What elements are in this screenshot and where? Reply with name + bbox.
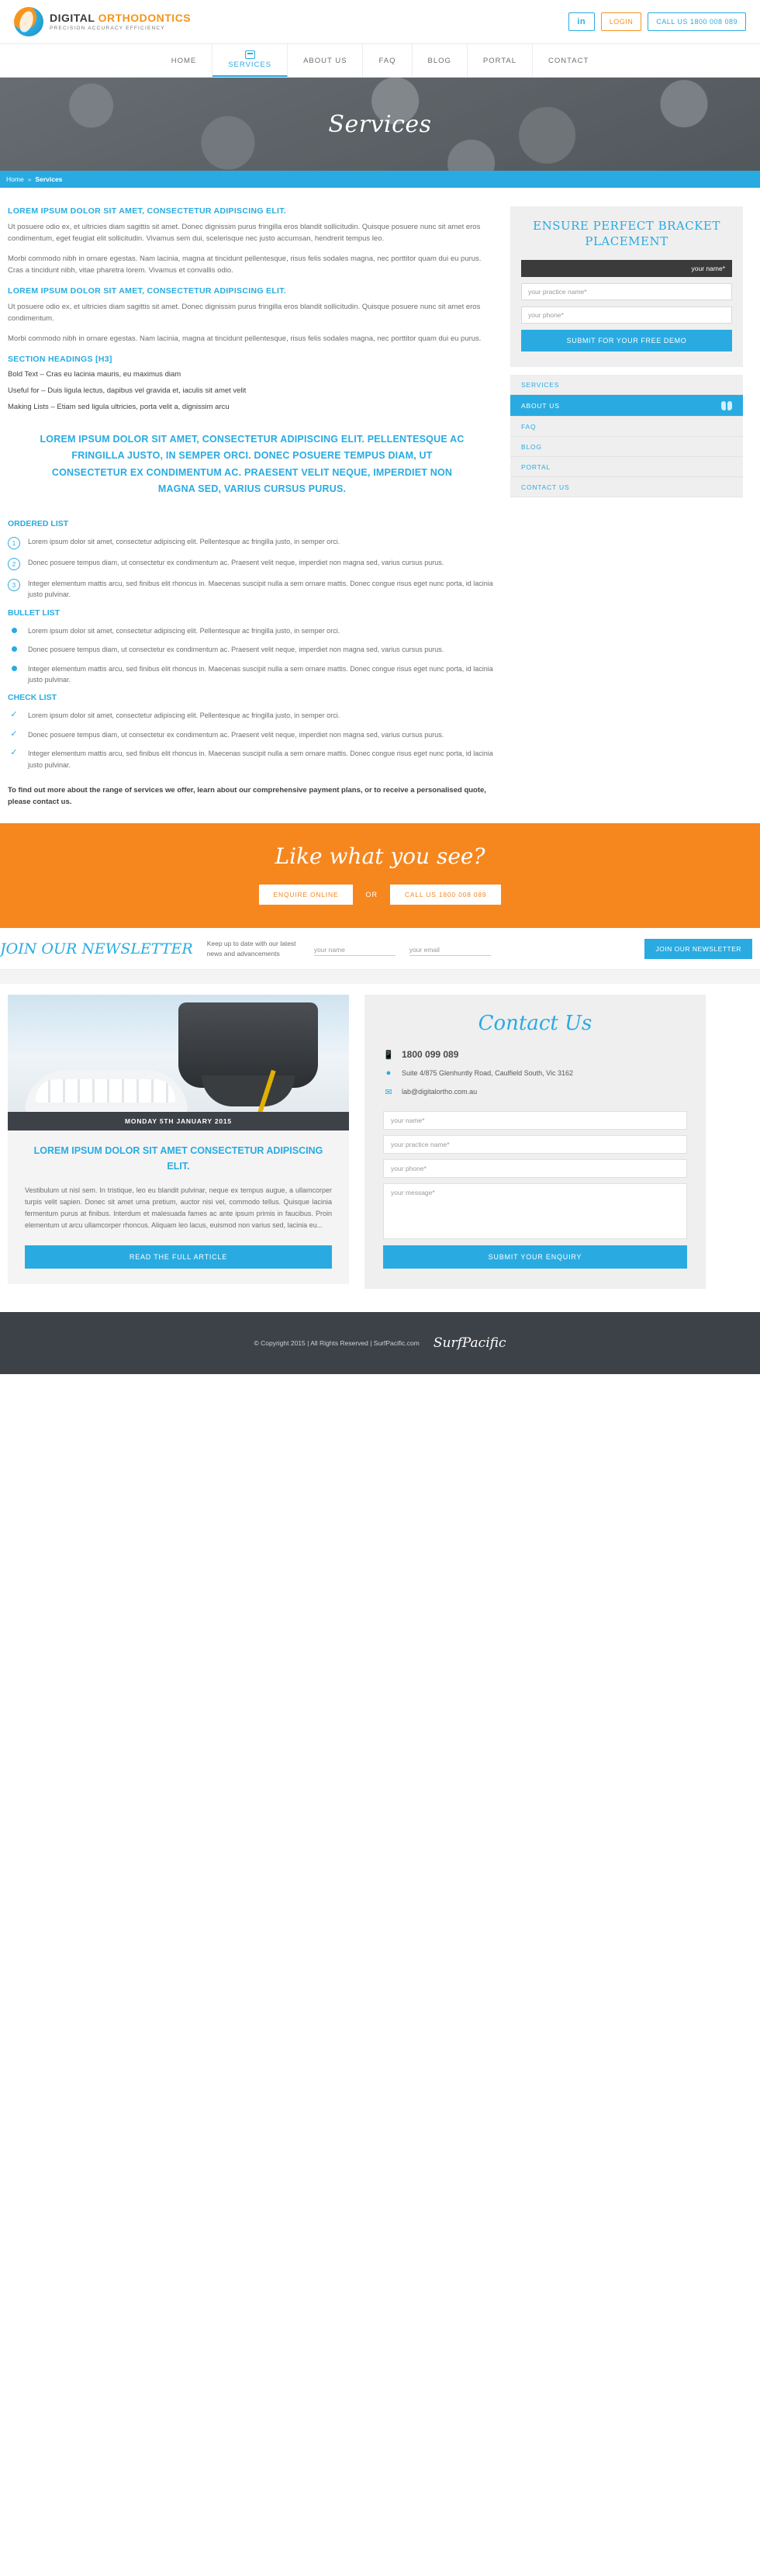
contact-phone-input[interactable]: your phone* bbox=[383, 1159, 687, 1178]
check-list bbox=[8, 710, 496, 770]
contact-email-row[interactable] bbox=[383, 1086, 687, 1097]
top-bar bbox=[0, 0, 760, 43]
list-item bbox=[8, 729, 496, 740]
ordered-list-title: ORDERED LIST bbox=[8, 519, 69, 529]
sidebar bbox=[510, 206, 743, 497]
number-marker-icon: 2 bbox=[8, 558, 20, 570]
newsletter-name-input[interactable]: your name bbox=[314, 942, 396, 956]
article-excerpt: Vestibulum ut nisl sem. In tristique, leo eu blandit pulvinar, neque ex tempus augue, a ullamcorper turpis velit sapien. Donec sit amet urna pretium, auctor nisi vel, commodo tellus. Quisque lacinia fermentum purus at finibus. Interdum et malesuada fames ac ante ipsum primis in faucibus. Proin elementum ut arcu ullamcorper rhoncus. Aliquam leo lacus, euismod non varius sed, lacinia eu... bbox=[25, 1186, 332, 1229]
content-area bbox=[0, 188, 760, 823]
contact-email-value: lab@digitalortho.com.au bbox=[402, 1088, 478, 1096]
bullet-icon bbox=[8, 666, 20, 671]
call-us-button[interactable]: CALL US 1800 008 089 bbox=[648, 12, 746, 31]
read-article-button[interactable]: READ THE FULL ARTICLE bbox=[25, 1245, 332, 1269]
linkedin-button[interactable]: in bbox=[568, 12, 595, 31]
paragraph-3: Ut posuere odio ex, et ultricies diam sagittis sit amet. Donec dignissim purus fringilla eros blandit sollicitudin. Quisque posuere nunc sit amet eros condimentum. bbox=[8, 302, 481, 323]
top-actions bbox=[568, 12, 746, 31]
sidebar-item-about-us-label: ABOUT US bbox=[521, 401, 560, 410]
list-item bbox=[8, 536, 496, 549]
footer-brand-logo[interactable]: SurfPacific bbox=[433, 1335, 506, 1352]
breadcrumb bbox=[0, 171, 760, 188]
nav-item-blog[interactable]: BLOG bbox=[413, 44, 468, 77]
cta-or-label: OR bbox=[365, 891, 378, 899]
site-logo[interactable] bbox=[14, 7, 191, 36]
list-item bbox=[8, 578, 496, 601]
contact-submit-button[interactable]: SUBMIT YOUR ENQUIRY bbox=[383, 1245, 687, 1269]
location-pin-icon: ● bbox=[385, 1068, 392, 1079]
demo-request-form bbox=[510, 206, 743, 367]
section-heading-3: SECTION HEADINGS [H3] bbox=[8, 355, 112, 365]
list-item bbox=[8, 748, 496, 770]
sidebar-menu bbox=[510, 375, 743, 497]
contact-card bbox=[364, 995, 706, 1289]
bullet-icon bbox=[8, 628, 20, 633]
list-item-text: Donec posuere tempus diam, ut consectetur ex condimentum ac. Praesent velit neque, imperdiet non magna sed, varius cursus purus. bbox=[28, 646, 444, 654]
scanner-illustration bbox=[178, 1002, 318, 1088]
breadcrumb-current: Services bbox=[35, 175, 63, 183]
bullet-list-title: BULLET LIST bbox=[8, 608, 60, 618]
list-item-text: Lorem ipsum dolor sit amet, consectetur adipiscing elit. Pellentesque ac fringilla justo, in semper orci. bbox=[28, 712, 340, 720]
sidebar-item-faq[interactable]: FAQ bbox=[510, 417, 743, 437]
logo-word-orthodontics: ORTHODONTICS bbox=[98, 11, 192, 24]
nav-item-portal[interactable]: PORTAL bbox=[468, 44, 533, 77]
logo-line-1 bbox=[50, 12, 191, 24]
article-image bbox=[8, 995, 349, 1130]
nav-item-contact[interactable]: CONTACT bbox=[548, 56, 589, 65]
sidebar-item-about-us[interactable] bbox=[510, 395, 743, 417]
cta-title: Like what you see? bbox=[275, 843, 485, 870]
bullet-icon bbox=[8, 646, 20, 652]
article-title: LOREM IPSUM DOLOR SIT AMET CONSECTETUR ADIPISCING ELIT. bbox=[33, 1145, 323, 1172]
tooth-icon bbox=[721, 401, 732, 410]
section-heading-2: LOREM IPSUM DOLOR SIT AMET, CONSECTETUR ADIPISCING ELIT. bbox=[8, 286, 287, 296]
list-item-text: Integer elementum mattis arcu, sed finibus elit rhoncus in. Maecenas suscipit nulla a sem ornare mattis. Donec congue risus eget nunc porta, id lacinia justo pulvinar. bbox=[28, 664, 493, 684]
cta-call-us-button[interactable]: CALL US 1800 008 089 bbox=[390, 885, 501, 905]
ordered-list bbox=[8, 536, 496, 601]
contact-phone-row[interactable] bbox=[383, 1049, 687, 1060]
list-item-text: Donec posuere tempus diam, ut consectetur ex condimentum ac. Praesent velit neque, imperdiet non magna sed, varius cursus purus. bbox=[28, 730, 444, 739]
check-list-title: CHECK LIST bbox=[8, 693, 57, 703]
nav-item-faq[interactable]: FAQ bbox=[363, 44, 412, 77]
article-date: MONDAY 5TH JANUARY 2015 bbox=[8, 1112, 349, 1130]
nav-item-services-label: SERVICES bbox=[228, 61, 272, 69]
number-marker-icon: 1 bbox=[8, 537, 20, 549]
sidebar-item-contact-us[interactable]: CONTACT US bbox=[510, 477, 743, 497]
check-icon: ✓ bbox=[10, 710, 18, 720]
paragraph-1: Ut posuere odio ex, et ultricies diam sagittis sit amet. Donec dignissim purus fringilla eros blandit sollicitudin. Quisque posuere nunc sit amet eros condimentum, eget feugiat elit sollicitudin. Vivamus sem dui, scelerisque nec justo accumsan, hendrerit tempus leo. bbox=[8, 223, 481, 243]
enquire-online-button[interactable]: ENQUIRE ONLINE bbox=[259, 885, 354, 905]
contact-name-input[interactable]: your name* bbox=[383, 1111, 687, 1130]
newsletter-title: JOIN OUR NEWSLETTER bbox=[0, 940, 193, 957]
newsletter-bar bbox=[0, 928, 760, 970]
footer bbox=[0, 1312, 760, 1374]
bold-text-line: Bold Text – Cras eu lacinia mauris, eu maximus diam bbox=[8, 370, 181, 379]
sidebar-item-portal[interactable]: PORTAL bbox=[510, 457, 743, 477]
logo-icon bbox=[14, 7, 43, 36]
footer-copyright: © Copyright 2015 | All Rights Reserved | SurfPacific.com bbox=[254, 1339, 420, 1348]
login-button[interactable]: LOGIN bbox=[601, 12, 642, 31]
making-lists-line: Making Lists – Etiam sed ligula ultricies, porta velit a, dignissim arcu bbox=[8, 403, 230, 412]
logo-text bbox=[50, 12, 191, 32]
demo-practice-input[interactable]: your practice name* bbox=[521, 283, 732, 300]
section-heading-1: LOREM IPSUM DOLOR SIT AMET, CONSECTETUR ADIPISCING ELIT. bbox=[8, 206, 287, 216]
logo-word-digital: DIGITAL bbox=[50, 11, 95, 24]
number-marker-icon: 3 bbox=[8, 579, 20, 591]
contact-address-value: Suite 4/875 Glenhuntly Road, Caulfield South, Vic 3162 bbox=[402, 1069, 573, 1078]
list-item-text: Integer elementum mattis arcu, sed finibus elit rhoncus in. Maecenas suscipit nulla a sem ornare mattis. Donec congue risus eget nunc porta, id lacinia justo pulvinar. bbox=[28, 750, 493, 769]
list-item bbox=[8, 710, 496, 721]
demo-name-input[interactable]: your name* bbox=[521, 260, 732, 277]
paragraph-2: Morbi commodo nibh in ornare egestas. Nam lacinia, magna at tincidunt pellentesque, risus felis sodales magna, nec porttitor quam dui eu purus. Cras a tincidunt nibh, vitae pharetra lorem. Vivamus et convallis odio. bbox=[8, 254, 482, 275]
nav-item-home[interactable]: HOME bbox=[156, 44, 213, 77]
demo-form-title: ENSURE PERFECT BRACKET PLACEMENT bbox=[533, 219, 720, 248]
article-body bbox=[8, 1130, 349, 1283]
check-icon: ✓ bbox=[10, 748, 18, 758]
newsletter-subtitle: Keep up to date with our latest news and advancements bbox=[206, 940, 296, 957]
logo-tagline: PRECISION ACCURACY EFFICIENCY bbox=[50, 26, 165, 32]
contact-address-row bbox=[383, 1068, 687, 1079]
newsletter-join-button[interactable]: JOIN OUR NEWSLETTER bbox=[644, 939, 752, 959]
highlight-block: LOREM IPSUM DOLOR SIT AMET, CONSECTETUR ADIPISCING ELIT. PELLENTESQUE AC FRINGILLA JUSTO, IN SEMPER ORCI. DONEC POSUERE TEMPUS DIAM, UT CONSECTETUR EX CONDIMENTUM AC. PRAESENT VELIT NEQUE, IMPERDIET NON MAGNA SED, VARIUS CURSUS PURUS. bbox=[40, 434, 465, 494]
main-column bbox=[8, 206, 496, 808]
closing-text: To find out more about the range of services we offer, learn about our comprehensive payment plans, or to receive a personalised quote, please contact us. bbox=[8, 785, 486, 807]
sidebar-item-services[interactable]: SERVICES bbox=[510, 375, 743, 395]
contact-phone-value: 1800 099 089 bbox=[402, 1049, 459, 1061]
list-item bbox=[8, 663, 496, 686]
list-item-text: Integer elementum mattis arcu, sed finibus elit rhoncus in. Maecenas suscipit nulla a sem ornare mattis. Donec congue risus eget nunc porta, id lacinia justo pulvinar. bbox=[28, 580, 493, 599]
latest-article-card bbox=[8, 995, 349, 1283]
contact-title: Contact Us bbox=[478, 1012, 592, 1036]
sidebar-item-blog[interactable]: BLOG bbox=[510, 437, 743, 457]
check-icon: ✓ bbox=[10, 729, 18, 739]
useful-for-line: Useful for – Duis ligula lectus, dapibus vel gravida et, iaculis sit amet velit bbox=[8, 386, 247, 396]
list-item bbox=[8, 625, 496, 636]
list-item-text: Donec posuere tempus diam, ut consectetur ex condimentum ac. Praesent velit neque, imperdiet non magna sed, varius cursus purus. bbox=[28, 559, 444, 567]
newsletter-email-input[interactable]: your email bbox=[409, 942, 491, 956]
list-item-text: Lorem ipsum dolor sit amet, consectetur adipiscing elit. Pellentesque ac fringilla justo, in semper orci. bbox=[28, 626, 340, 635]
breadcrumb-separator-icon: » bbox=[27, 175, 32, 183]
demo-submit-button[interactable]: SUBMIT FOR YOUR FREE DEMO bbox=[521, 330, 732, 351]
cta-actions bbox=[0, 885, 760, 905]
main-navigation bbox=[0, 43, 760, 78]
bottom-section bbox=[0, 984, 760, 1312]
section-divider bbox=[0, 970, 760, 984]
nav-item-services[interactable] bbox=[212, 44, 288, 77]
cta-banner bbox=[0, 823, 760, 928]
hero-banner bbox=[0, 78, 760, 171]
demo-phone-input[interactable]: your phone* bbox=[521, 306, 732, 324]
paragraph-4: Morbi commodo nibh in ornare egestas. Nam lacinia, magna at tincidunt pellentesque, risus felis sodales magna, nec porttitor quam dui eu purus. bbox=[8, 334, 482, 344]
list-item-text: Lorem ipsum dolor sit amet, consectetur adipiscing elit. Pellentesque ac fringilla justo, in semper orci. bbox=[28, 538, 340, 546]
services-icon bbox=[245, 50, 255, 59]
list-item bbox=[8, 644, 496, 655]
envelope-icon: ✉ bbox=[385, 1087, 392, 1097]
page-title: Services bbox=[328, 110, 432, 138]
bullet-list bbox=[8, 625, 496, 686]
contact-practice-input[interactable]: your practice name* bbox=[383, 1135, 687, 1154]
list-item bbox=[8, 557, 496, 570]
breadcrumb-home[interactable]: Home bbox=[6, 175, 24, 183]
contact-message-input[interactable]: your message* bbox=[383, 1183, 687, 1239]
phone-icon: 📱 bbox=[383, 1050, 394, 1060]
nav-item-about-us[interactable]: ABOUT US bbox=[288, 44, 363, 77]
